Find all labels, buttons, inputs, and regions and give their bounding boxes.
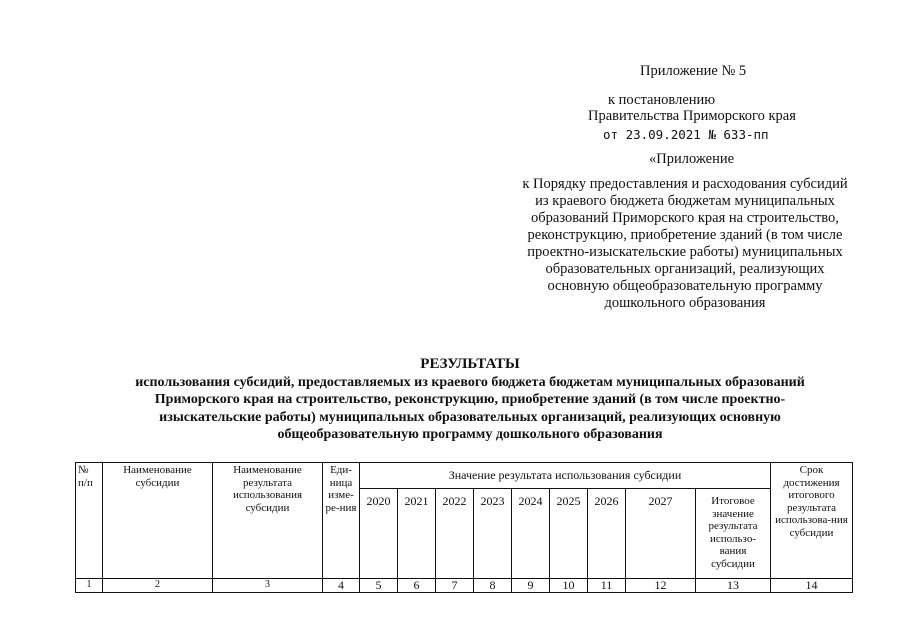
year-cell: 2026 (588, 489, 626, 579)
year-cell: 2022 (436, 489, 474, 579)
order-line: образовательных организаций, реализующих (545, 261, 825, 277)
order-line: дошкольного образования (604, 295, 766, 311)
column-number: 9 (512, 579, 550, 593)
header-num: № п/п (76, 463, 103, 579)
annex-line-1: к постановлению (608, 92, 716, 108)
column-number: 14 (771, 579, 853, 593)
year-cell: 2024 (512, 489, 550, 579)
order-line: реконструкцию, приобретение зданий (в том числе (527, 227, 843, 243)
column-number: 13 (696, 579, 771, 593)
column-number: 5 (360, 579, 398, 593)
column-numbers-row (76, 579, 853, 593)
year-cell: 2027 (626, 489, 696, 579)
column-number: 11 (588, 579, 626, 593)
column-number: 1 (76, 579, 103, 593)
header-values-group: Значение результата использования субсидии (360, 463, 771, 489)
annex-title: Приложение № 5 (640, 63, 747, 79)
annex-subtitle: «Приложение (649, 151, 735, 167)
heading-title: РЕЗУЛЬТАТЫ (420, 356, 520, 372)
results-table (75, 462, 853, 593)
order-line: основную общеобразовательную программу (547, 278, 823, 294)
header-result: Наименование результата использования субсидии (213, 463, 323, 579)
header-subsidy: Наименование субсидии (103, 463, 213, 579)
column-number: 2 (103, 579, 213, 593)
header-total: Итоговое значение результата использо-вания субсидии (696, 489, 771, 579)
heading-line: изыскательские работы) муниципальных образовательных организаций, реализующих основную (159, 409, 781, 425)
header-unit: Еди-ница изме-ре-ния (323, 463, 360, 579)
year-cell: 2021 (398, 489, 436, 579)
column-number: 10 (550, 579, 588, 593)
column-number: 12 (626, 579, 696, 593)
heading-line: общеобразовательную программу дошкольного образования (277, 427, 663, 442)
header-deadline: Срок достижения итогового результата использова-ния субсидии (771, 463, 853, 579)
document-heading (60, 356, 880, 444)
year-cell: 2020 (360, 489, 398, 579)
column-number: 4 (323, 579, 360, 593)
column-number: 7 (436, 579, 474, 593)
order-reference (500, 176, 870, 312)
column-number: 3 (213, 579, 323, 593)
order-line: к Порядку предоставления и расходования субсидий (522, 176, 848, 192)
order-line: проектно-изыскательские работы) муниципальных (527, 244, 843, 260)
table-header-row (76, 463, 853, 489)
heading-line: Приморского края на строительство, реконструкцию, приобретение зданий (в том числе проектно- (154, 392, 786, 407)
year-cell: 2023 (474, 489, 512, 579)
order-line: образований Приморского края на строительство, (531, 210, 839, 226)
order-line: из краевого бюджета бюджетам муниципальных (535, 193, 835, 209)
column-number: 6 (398, 579, 436, 593)
annex-line-2: Правительства Приморского края (588, 108, 796, 124)
year-cell: 2025 (550, 489, 588, 579)
column-number: 8 (474, 579, 512, 593)
annex-date-stamp: от 23.09.2021 № 633-пп (603, 127, 769, 142)
heading-line: использования субсидий, предоставляемых из краевого бюджета бюджетам муниципальных образований (135, 374, 805, 390)
